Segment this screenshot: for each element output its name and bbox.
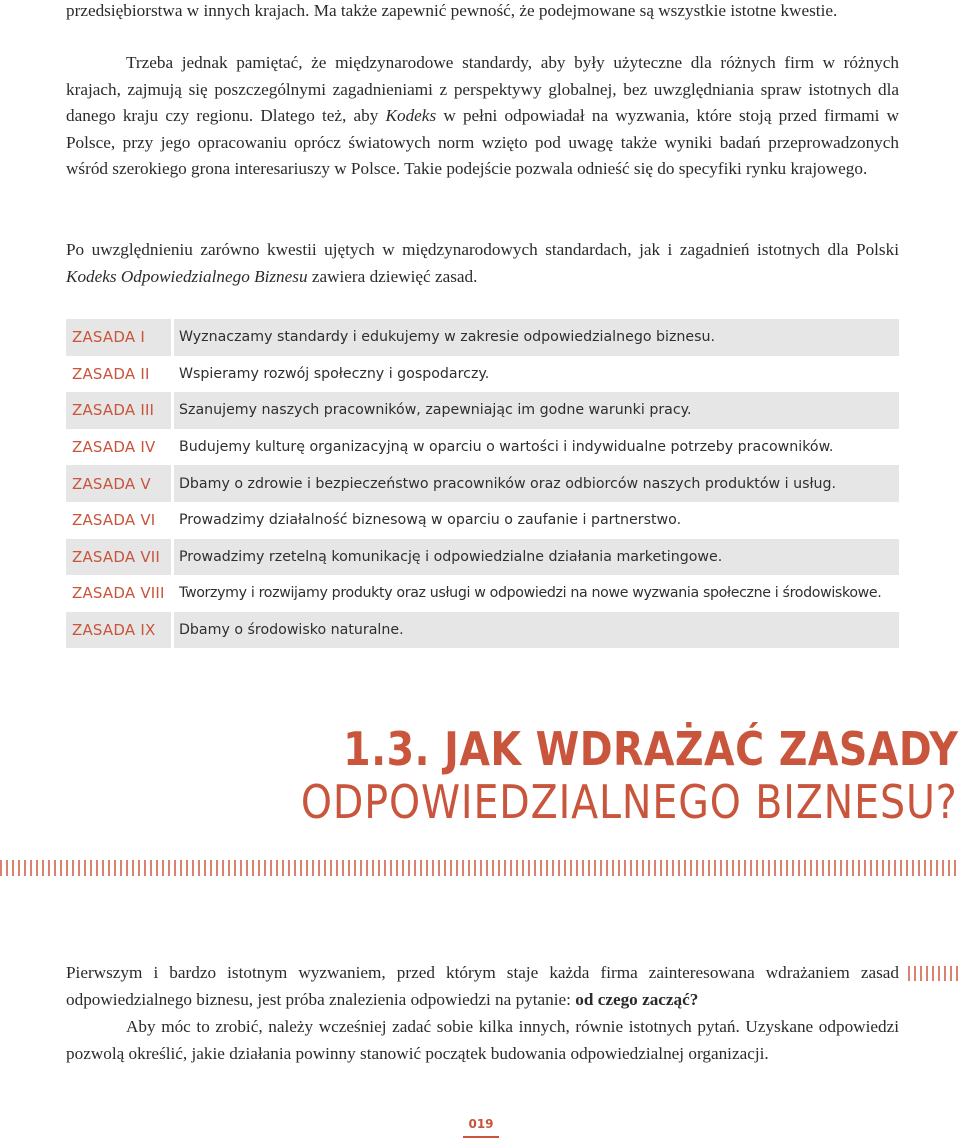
principle-row — [66, 356, 899, 393]
principle-label: ZASADA IV — [72, 438, 156, 457]
kodeks-italic: Kodeks — [385, 106, 437, 126]
principle-row — [66, 539, 899, 576]
page-number: 019 — [468, 1117, 494, 1131]
body-paragraph-answers: Aby móc to zrobić, należy wcześniej zadać sobie kilka innych, równie istotnych pytań. Uzyskane odpowiedzi pozwolą określić, jakie działania powinny stanowić początek budowania odpowiedzialnej organizacji. — [66, 1017, 899, 1063]
principle-text: Wyznaczamy standardy i edukujemy w zakresie odpowiedzialnego biznesu. — [174, 319, 899, 356]
principle-text: Dbamy o zdrowie i bezpieczeństwo pracowników oraz odbiorców naszych produktów i usług. — [174, 465, 899, 502]
intro-paragraph-standards: Trzeba jednak pamiętać, że międzynarodowe standardy, aby były użyteczne dla różnych firm w różnych krajach, zajmują się poszczególnymi zagadnieniami z perspektywy globalnej, bez uwzględniania spraw istotnych dla danego kraju czy regionu. Dlatego też, aby Kodeks w pełni odpowiadał na wyzwania, które stoją przed firmami w Polsce, przy jego opracowaniu oprócz światowych norm wzięto pod uwagę także wyniki badań przeprowadzonych wśród szerokiego grona interesariuszy w Polsce. Takie podejście pozwala odnieść się do specyfiki rynku krajowego. — [66, 53, 899, 179]
principle-text: Wspieramy rozwój społeczny i gospodarczy. — [179, 365, 490, 382]
principle-row — [66, 465, 899, 502]
intro-paragraph-end: przedsiębiorstwa w innych krajach. Ma także zapewnić pewność, że podejmowane są wszystkie istotne kwestie. — [66, 1, 838, 20]
section-heading-bold: 1.3. JAK WDRAŻAĆ ZASADY — [342, 722, 958, 776]
principle-label: ZASADA II — [72, 364, 150, 383]
principle-text: Budujemy kulturę organizacyjną w oparciu o wartości i indywidualne potrzeby pracowników. — [179, 439, 834, 456]
section-heading-light: ODPOWIEDZIALNEGO BIZNESU? — [301, 775, 958, 829]
principle-label: ZASADA VIII — [72, 584, 165, 603]
striped-divider — [0, 860, 960, 876]
principles-table — [66, 319, 899, 648]
principle-row — [66, 612, 899, 649]
principle-row — [66, 575, 899, 612]
principle-label: ZASADA VII — [66, 539, 171, 576]
principle-row — [66, 392, 899, 429]
principle-row — [66, 429, 899, 466]
principle-label: ZASADA V — [66, 465, 171, 502]
principle-text: Dbamy o środowisko naturalne. — [174, 612, 899, 649]
kodeks-title-italic: Kodeks Odpowiedzialnego Biznesu — [66, 266, 308, 286]
principle-text: Prowadzimy rzetelną komunikację i odpowiedzialne działania marketingowe. — [174, 539, 899, 576]
key-question-bold: od czego zacząć? — [575, 989, 699, 1009]
principle-label: ZASADA I — [66, 319, 171, 356]
principle-label: ZASADA VI — [72, 511, 156, 530]
principle-label: ZASADA IX — [66, 612, 171, 649]
principle-row — [66, 319, 899, 356]
principle-label: ZASADA III — [66, 392, 171, 429]
page-number-underline — [463, 1136, 499, 1138]
principle-text: Szanujemy naszych pracowników, zapewniając im godne warunki pracy. — [174, 392, 899, 429]
intro-paragraph-summary: Po uwzględnieniu zarówno kwestii ujętych w międzynarodowych standardach, jak i zagadnień istotnych dla Polski Kodeks Odpowiedzialnego Biznesu zawiera dziewięć zasad. — [66, 240, 899, 286]
principle-text: Tworzymy i rozwijamy produkty oraz usługi w odpowiedzi na nowe wyzwania społeczne i środowiskowe. — [179, 585, 882, 602]
margin-stripe-mark — [908, 966, 960, 981]
principle-row — [66, 502, 899, 539]
body-paragraph-challenge: Pierwszym i bardzo istotnym wyzwaniem, przed którym staje każda firma zainteresowana wdrażaniem zasad odpowiedzialnego biznesu, jest próba znalezienia odpowiedzi na pytanie: od czego zacząć? — [66, 963, 899, 1009]
principle-text: Prowadzimy działalność biznesową w oparciu o zaufanie i partnerstwo. — [179, 512, 682, 529]
